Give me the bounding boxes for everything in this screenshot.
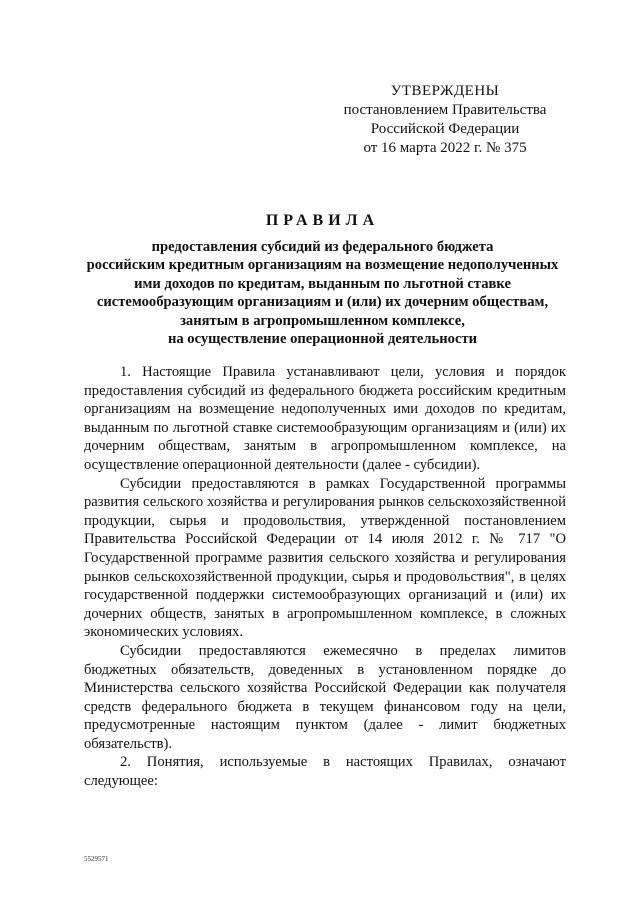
approval-line-date-number: от 16 марта 2022 г. № 375 <box>363 140 527 156</box>
subtitle-line: на осуществление операционной деятельности <box>167 331 478 348</box>
subtitle-line: российским кредитным организациям на возмещение недополученных <box>86 257 559 274</box>
subtitle-line: системообразующим организациям и (или) их дочерним обществам, <box>96 294 549 311</box>
subtitle-line: предоставления субсидий из федерального бюджета <box>151 239 494 255</box>
body-paragraph: Субсидии предоставляются ежемесячно в пределах лимитов бюджетных обязательств, доведенных в установленном порядке до Министерства сельского хозяйства Российской Федерации как получателя средств федерального бюджета в текущем финансовом году на цели, предусмотренные настоящим пунктом (далее - лимит бюджетных обязательств). <box>84 642 566 752</box>
document-heading: ПРАВИЛА <box>265 212 380 229</box>
footer-document-code: 5529571 <box>84 855 109 863</box>
approval-title: УТВЕРЖДЕНЫ <box>390 83 500 99</box>
subtitle-line: ими доходов по кредитам, выданным по льготной ставке <box>134 275 511 292</box>
approval-line-decree: постановлением Правительства <box>343 102 547 118</box>
body-paragraph: 1. Настоящие Правила устанавливают цели, условия и порядок предоставления субсидий из федерального бюджета российским кредитным организациям на возмещение недополученных ими доходов по кредитам, выданным по льготной ставке системообразующим организациям и (или) их дочерним обществам, занятым в агропромышленном комплексе, на осуществление операционной деятельности (далее - субсидии). <box>84 364 566 473</box>
body-paragraph: Субсидии предоставляются в рамках Государственной программы развития сельского хозяйства и регулирования рынков сельскохозяйственной продукции, сырья и продовольствия, утвержденной постановлением Правительства Российской Федерации от 14 июля 2012 г. № 717 "О Государственной программе развития сельского хозяйства и регулирования рынков сельскохозяйственной продукции, сырья и продовольствия", в целях государственной поддержки системообразующих организаций и (или) их дочерних обществ, занятых в агропромышленном комплексе, в сложных экономических условиях. <box>84 475 566 641</box>
document-body <box>84 363 566 791</box>
document-subtitle <box>80 238 565 348</box>
body-paragraph: 2. Понятия, используемые в настоящих Правилах, означают следующее: <box>84 754 566 790</box>
approval-line-government: Российской Федерации <box>370 121 520 137</box>
subtitle-line: занятым в агропромышленном комплексе, <box>180 312 465 329</box>
approval-block <box>340 82 550 158</box>
